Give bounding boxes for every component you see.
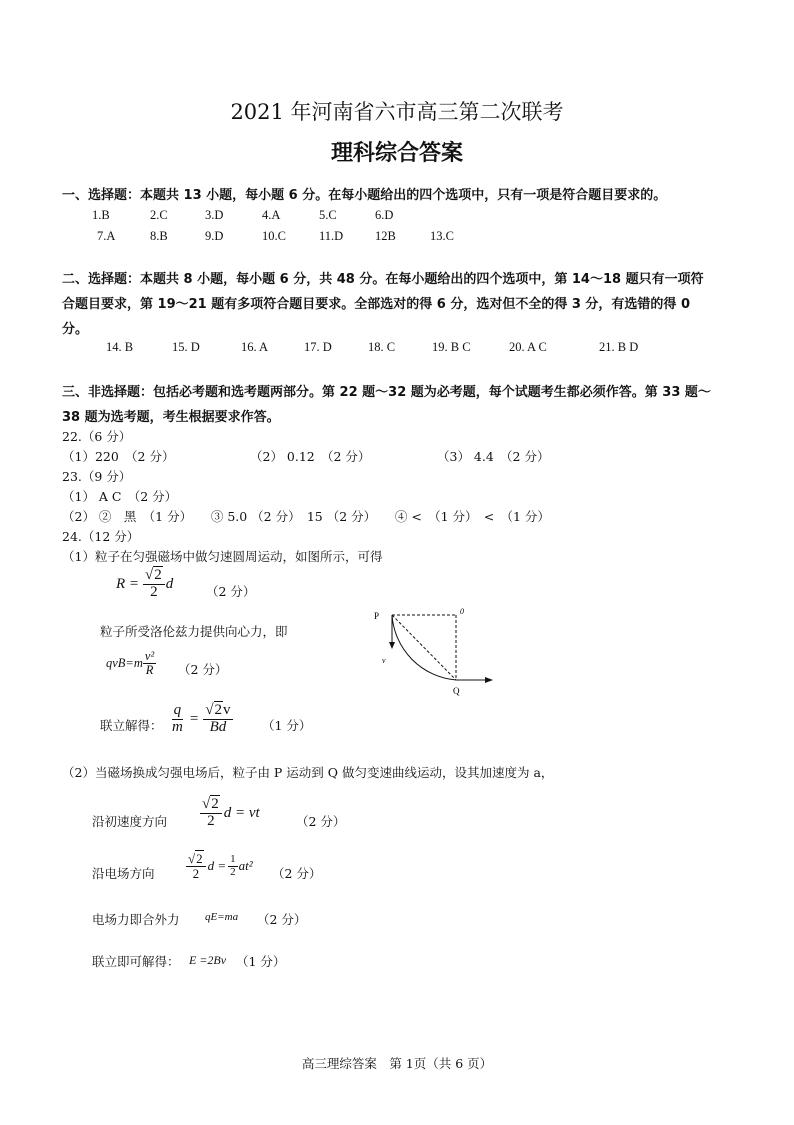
eq4-score: （2 分） — [296, 814, 346, 829]
eq4-denominator: 2 — [207, 812, 215, 829]
section3-heading-line1: 三、非选择题：包括必考题和选考题两部分。第 22 题～32 题为必考题，每个试题考生都必须作答。第 33 题～ — [62, 385, 711, 400]
answer-20: 20. A C — [509, 340, 547, 354]
lorentz-force-text: 粒子所受洛伦兹力提供向心力，即 — [100, 624, 288, 639]
answer-2: 2.C — [150, 208, 168, 222]
point-o-label: 0 — [460, 607, 464, 616]
section2-heading-line2: 合题目要求，第 19～21 题有多项符合题目要求。全部选对的得 6 分，选对但不全的得 3 分，有选错的得 0 — [62, 297, 690, 312]
eq6-score: （2 分） — [257, 912, 307, 927]
answer-7: 7.A — [97, 229, 116, 243]
answer-19: 19. B C — [432, 340, 471, 354]
answer-21: 21. B D — [599, 340, 639, 354]
section1-heading: 一、选择题：本题共 13 小题，每小题 6 分。在每小题给出的四个选项中，只有一项是符合题目要求的。 — [62, 188, 667, 203]
eq5-half-numerator: 1 — [230, 853, 236, 866]
answer-17: 17. D — [304, 340, 332, 354]
eq5-mid: d = — [207, 858, 227, 874]
equation-initial-velocity — [200, 797, 260, 830]
answer-18: 18. C — [368, 340, 396, 354]
eq2-lhs: qvB=m — [106, 656, 143, 671]
eq5-denominator: 2 — [192, 865, 200, 881]
answer-9: 9.D — [205, 229, 224, 243]
eq5-fraction: $\frac{√2}{2}$ — [186, 852, 206, 880]
answer-14: 14. B — [106, 340, 134, 354]
equation-centripetal — [106, 650, 156, 677]
document-subtitle: 理科综合答案 — [330, 141, 463, 166]
eq3-denominator-right: Bd — [209, 718, 227, 735]
section3-heading-line2: 38 题为选考题，考生根据要求作答。 — [62, 410, 280, 425]
equation-charge-mass-ratio — [170, 703, 233, 736]
section2-heading-line3: 分。 — [62, 322, 89, 337]
eq4-label: 沿初速度方向 — [92, 814, 168, 829]
eq3-denominator-left: m — [172, 718, 183, 735]
eq7-score: （1 分） — [236, 954, 286, 969]
answer-10: 10.C — [262, 229, 286, 243]
velocity-arrow-head — [389, 642, 395, 649]
answer-15: 15. D — [172, 340, 200, 354]
document-title: 2021 年河南省六市高三第二次联考 — [230, 100, 564, 124]
point-p-label: P — [374, 611, 380, 621]
trajectory-diagram — [368, 606, 498, 698]
eq3-fraction-right: $\frac{√2v}{Bd}$ — [205, 702, 231, 735]
answer-12: 12B — [375, 229, 396, 243]
answer-11: 11.D — [319, 229, 344, 243]
eq1-var: d — [165, 575, 174, 592]
eq3-equals: = — [189, 710, 199, 727]
eq6-label: 电场力即合外力 — [92, 912, 180, 927]
answer-5: 5.C — [319, 208, 337, 222]
eq5-tail: at² — [238, 858, 253, 874]
point-q-label: Q — [453, 686, 460, 696]
eq5-half-fraction — [228, 854, 238, 878]
velocity-label: v — [382, 656, 386, 665]
q22-answer-2: （2） 0.12 （2 分） — [250, 449, 371, 464]
q23-line1: （1） A C （2 分） — [62, 489, 178, 504]
eq2-fraction — [143, 650, 156, 677]
equation-force: qE=ma — [205, 911, 239, 923]
answer-16: 16. A — [241, 340, 269, 354]
answer-6: 6.D — [375, 208, 394, 222]
exit-arrow-head — [485, 677, 493, 683]
equation-radius — [116, 568, 173, 601]
equation-result: E =2Bv — [189, 953, 227, 967]
eq1-denominator: 2 — [150, 583, 158, 600]
q23-line2: （2） ② 黑 （1 分） ③ 5.0 （2 分） 15 （2 分） ④ < （1 分） < （1 分） — [62, 509, 550, 524]
q24-part2-intro: （2）当磁场换成匀强电场后，粒子由 P 运动到 Q 做匀变速曲线运动，设其加速度为 a， — [62, 765, 554, 780]
eq2-numerator: v² — [144, 649, 155, 663]
page-footer: 高三理综答案 第 1页（共 6 页） — [301, 1056, 493, 1071]
eq1-lhs: R = — [116, 575, 140, 592]
answer-1: 1.B — [92, 208, 110, 222]
eq3-numerator-left: q — [173, 702, 182, 718]
answer-13: 13.C — [430, 229, 454, 243]
q24-label: 24.（12 分） — [62, 529, 140, 544]
eq3-numerator-tail: v — [223, 702, 231, 718]
q22-answer-3: （3） 4.4 （2 分） — [437, 449, 550, 464]
diagonal-dashed-line — [392, 615, 456, 680]
answer-3: 3.D — [205, 208, 224, 222]
eq2-score: （2 分） — [178, 662, 228, 677]
eq3-score: （1 分） — [262, 718, 312, 733]
answer-8: 8.B — [150, 229, 168, 243]
eq3-numerator-radicand: 2 — [214, 702, 223, 718]
eq4-fraction: $\frac{√2}{2}$ — [200, 797, 222, 830]
section2-heading-line1: 二、选择题：本题共 8 小题，每小题 6 分，共 48 分。在每小题给出的四个选项中，第 14～18 题只有一项符 — [62, 272, 704, 287]
eq7-label: 联立即可解得： — [92, 954, 180, 969]
q22-label: 22.（6 分） — [62, 429, 132, 444]
eq4-rest: d = vt — [223, 804, 260, 821]
eq5-half-denominator: 2 — [230, 865, 236, 878]
q23-label: 23.（9 分） — [62, 469, 132, 484]
eq1-fraction: $\frac{√2}{2}$ — [143, 568, 165, 601]
eq1-score: （2 分） — [206, 584, 256, 599]
eq4-numerator: 2 — [211, 796, 219, 812]
eq5-score: （2 分） — [272, 866, 322, 881]
q24-part1-intro: （1）粒子在匀强磁场中做匀速圆周运动，如图所示，可得 — [62, 549, 383, 564]
eq5-numerator: 2 — [196, 851, 203, 866]
eq1-numerator: 2 — [154, 567, 162, 583]
eq2-denominator: R — [145, 663, 154, 678]
answer-4: 4.A — [262, 208, 281, 222]
q22-answer-1: （1）220 （2 分） — [62, 449, 175, 464]
eq3-fraction-left — [170, 703, 185, 736]
eq5-label: 沿电场方向 — [92, 866, 155, 881]
eq3-label: 联立解得： — [100, 718, 163, 733]
equation-field-direction — [186, 852, 253, 880]
